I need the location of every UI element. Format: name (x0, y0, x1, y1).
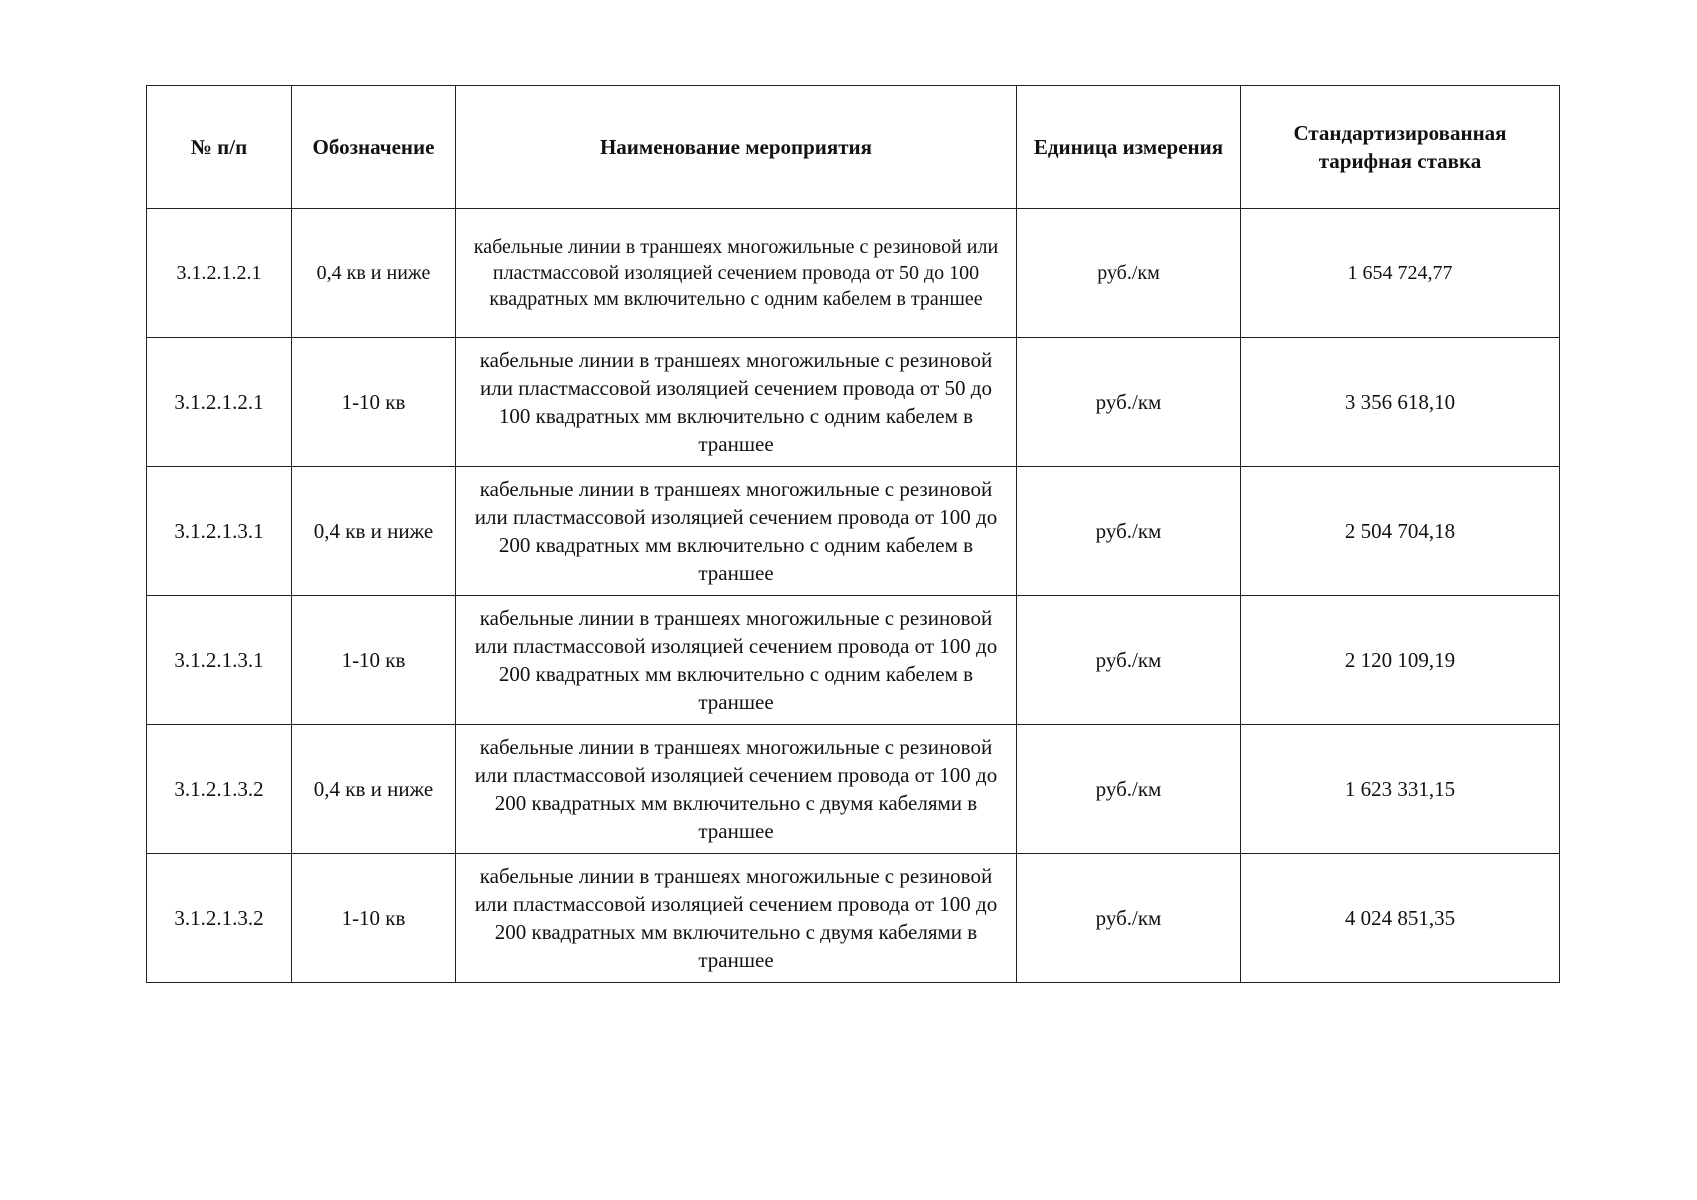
cell-number: 3.1.2.1.2.1 (147, 338, 292, 467)
table-row (147, 467, 1560, 596)
table-row (147, 725, 1560, 854)
header-designation: Обозначение (292, 86, 456, 209)
table-row (147, 338, 1560, 467)
cell-number: 3.1.2.1.3.2 (147, 725, 292, 854)
tariff-table (146, 85, 1560, 983)
cell-number: 3.1.2.1.2.1 (147, 209, 292, 338)
cell-activity-name: кабельные линии в траншеях многожильные с резиновой или пластмассовой изоляцией сечением провода от 50 до 100 квадратных мм включительно с одним кабелем в траншее (456, 209, 1017, 338)
cell-activity-name: кабельные линии в траншеях многожильные с резиновой или пластмассовой изоляцией сечением провода от 100 до 200 квадратных мм включительно с одним кабелем в траншее (456, 596, 1017, 725)
cell-designation: 0,4 кв и ниже (292, 725, 456, 854)
cell-tariff-rate: 1 654 724,77 (1241, 209, 1560, 338)
cell-tariff-rate: 2 504 704,18 (1241, 467, 1560, 596)
cell-activity-name: кабельные линии в траншеях многожильные с резиновой или пластмассовой изоляцией сечением провода от 50 до 100 квадратных мм включительно с одним кабелем в траншее (456, 338, 1017, 467)
cell-tariff-rate: 2 120 109,19 (1241, 596, 1560, 725)
table-header-row (147, 86, 1560, 209)
cell-designation: 1-10 кв (292, 338, 456, 467)
cell-number: 3.1.2.1.3.1 (147, 596, 292, 725)
cell-unit: руб./км (1017, 467, 1241, 596)
cell-designation: 1-10 кв (292, 596, 456, 725)
cell-number: 3.1.2.1.3.2 (147, 854, 292, 983)
cell-unit: руб./км (1017, 209, 1241, 338)
cell-activity-name: кабельные линии в траншеях многожильные с резиновой или пластмассовой изоляцией сечением провода от 100 до 200 квадратных мм включительно с одним кабелем в траншее (456, 467, 1017, 596)
header-number: № п/п (147, 86, 292, 209)
cell-number: 3.1.2.1.3.1 (147, 467, 292, 596)
cell-unit: руб./км (1017, 596, 1241, 725)
cell-designation: 0,4 кв и ниже (292, 467, 456, 596)
cell-activity-name: кабельные линии в траншеях многожильные с резиновой или пластмассовой изоляцией сечением провода от 100 до 200 квадратных мм включительно с двумя кабелями в траншее (456, 854, 1017, 983)
cell-designation: 1-10 кв (292, 854, 456, 983)
header-tariff-rate: Стандартизированная тарифная ставка (1241, 86, 1560, 209)
cell-designation: 0,4 кв и ниже (292, 209, 456, 338)
cell-unit: руб./км (1017, 854, 1241, 983)
cell-unit: руб./км (1017, 338, 1241, 467)
table-row (147, 596, 1560, 725)
cell-tariff-rate: 3 356 618,10 (1241, 338, 1560, 467)
cell-unit: руб./км (1017, 725, 1241, 854)
table-row (147, 209, 1560, 338)
header-unit: Единица измерения (1017, 86, 1241, 209)
header-activity-name: Наименование мероприятия (456, 86, 1017, 209)
cell-tariff-rate: 4 024 851,35 (1241, 854, 1560, 983)
cell-activity-name: кабельные линии в траншеях многожильные с резиновой или пластмассовой изоляцией сечением провода от 100 до 200 квадратных мм включительно с двумя кабелями в траншее (456, 725, 1017, 854)
table-row (147, 854, 1560, 983)
cell-tariff-rate: 1 623 331,15 (1241, 725, 1560, 854)
